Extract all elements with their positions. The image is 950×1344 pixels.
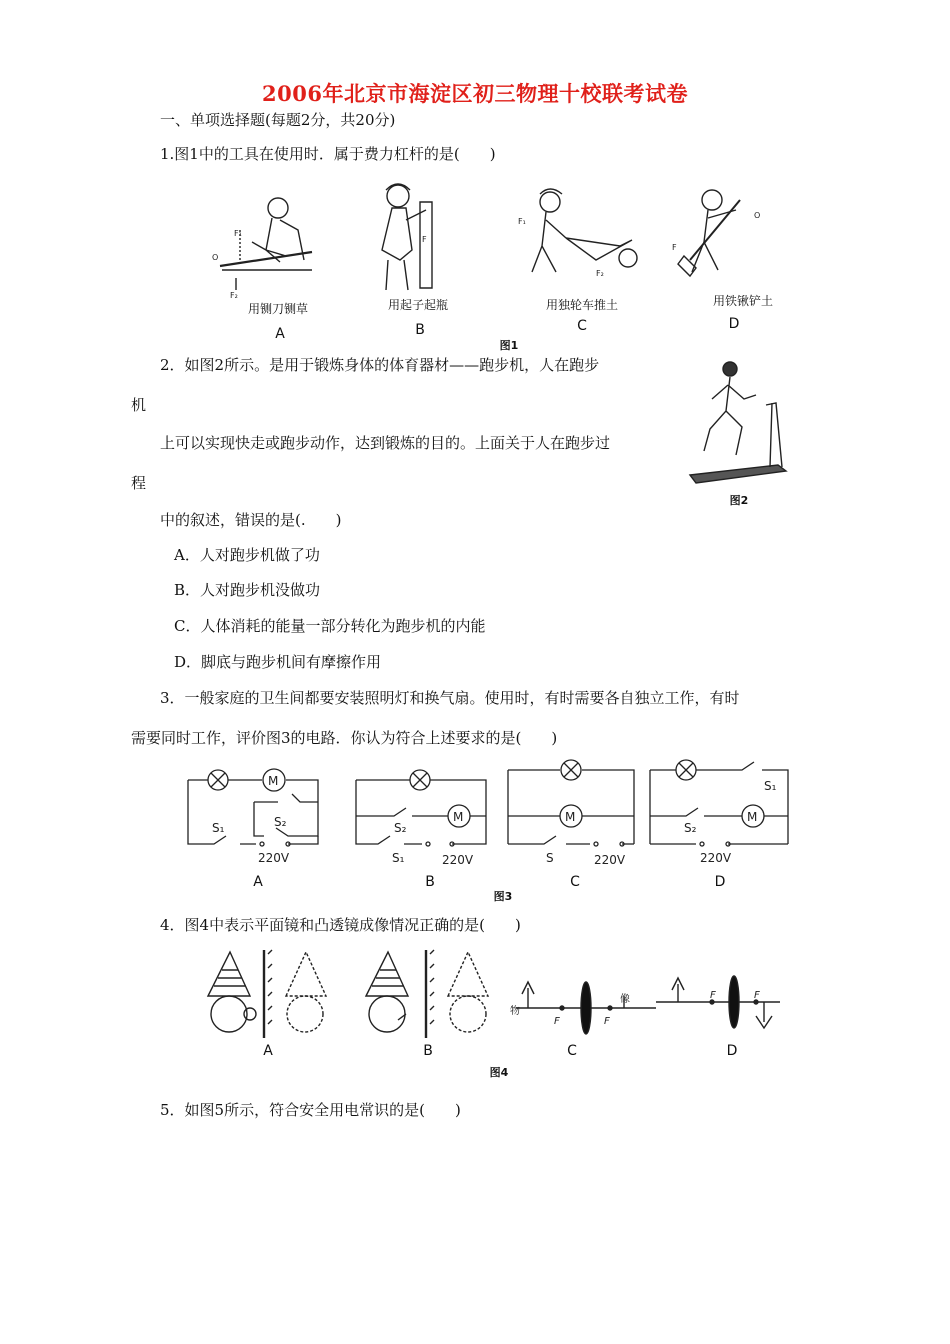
question-5: 5．如图5所示，符合安全用电常识的是( ) — [160, 1101, 461, 1119]
object-label-c: 物 — [510, 1006, 520, 1017]
motor-label-d: M — [747, 810, 758, 824]
letter-1b: B — [415, 322, 425, 338]
svg-text:O: O — [212, 253, 219, 262]
question-2-line3: 上可以实现快走或跑步动作，达到锻炼的目的。上面关于人在跑步过 — [160, 434, 611, 452]
letter-1a: A — [275, 326, 285, 342]
question-3-line1: 3．一般家庭的卫生间都要安装照明灯和换气扇。使用时，有时需要各自独立工作，有时 — [160, 689, 740, 707]
figure-1b-opener — [382, 184, 432, 290]
question-1: 1.图1中的工具在使用时．属于费力杠杆的是( ) — [160, 145, 496, 163]
letter-4b: B — [423, 1043, 433, 1059]
motor-label-b: M — [453, 810, 464, 824]
option-2a: A．人对跑步机做了功 — [174, 546, 320, 564]
lens-c — [516, 982, 656, 1034]
focus-label-c2: F — [604, 1016, 610, 1027]
figure-1-label: 图1 — [499, 339, 519, 352]
figure-2-treadmill — [686, 355, 792, 495]
switch-label-a-s2: S₂ — [274, 815, 287, 829]
figure-2-label: 图2 — [729, 494, 749, 507]
switch-label-d-s2: S₂ — [684, 821, 697, 835]
letter-3c: C — [570, 874, 580, 890]
letter-3a: A — [253, 874, 263, 890]
circuit-b — [356, 770, 486, 846]
switch-label-d-s1: S₁ — [764, 779, 777, 793]
switch-label-b-s2: S₂ — [394, 821, 407, 835]
lens-d — [656, 976, 780, 1028]
voltage-d: 220V — [700, 851, 732, 865]
letter-4c: C — [567, 1043, 577, 1059]
question-2-line2: 机 — [131, 396, 147, 414]
question-2-line4: 程 — [131, 474, 147, 492]
question-3-line2: 需要同时工作，评价图3的电路．你认为符合上述要求的是( ) — [131, 729, 558, 747]
switch-label-b-s1: S₁ — [392, 851, 405, 865]
caption-1b: 用起子起瓶 — [387, 298, 448, 312]
letter-4a: A — [263, 1043, 273, 1059]
figure-1a-chopper — [212, 198, 312, 300]
figure-3-label: 图3 — [493, 890, 513, 903]
mirror-b — [366, 950, 488, 1038]
switch-label-a-s1: S₁ — [212, 821, 225, 835]
circuit-d — [650, 760, 788, 846]
letter-1c: C — [577, 318, 587, 334]
voltage-b: 220V — [442, 853, 474, 867]
option-2c: C．人体消耗的能量一部分转化为跑步机的内能 — [174, 617, 486, 635]
question-2-line5: 中的叙述，错误的是(. ) — [160, 511, 342, 529]
figure-4-label: 图4 — [489, 1066, 509, 1079]
question-4: 4．图4中表示平面镜和凸透镜成像情况正确的是( ) — [160, 916, 521, 934]
svg-text:F₁: F₁ — [234, 229, 242, 238]
figure-1c-wheelbarrow — [518, 189, 637, 278]
figure-1d-shovel — [672, 190, 760, 276]
focus-label-d1: F — [710, 990, 716, 1001]
motor-label-c: M — [565, 810, 576, 824]
caption-1c: 用独轮车推土 — [545, 298, 618, 312]
figure-4 — [198, 948, 788, 1048]
option-2d: D．脚底与跑步机间有摩擦作用 — [174, 653, 382, 671]
svg-text:F₂: F₂ — [230, 291, 238, 300]
figure-1 — [200, 180, 800, 350]
question-2-line1: 2．如图2所示。是用于锻炼身体的体育器材——跑步机，人在跑步 — [160, 356, 600, 374]
switch-label-c-s: S — [546, 851, 554, 865]
letter-3b: B — [425, 874, 435, 890]
voltage-c: 220V — [594, 853, 626, 867]
svg-text:F: F — [422, 235, 427, 244]
circuit-c — [508, 760, 634, 846]
caption-1a: 用铡刀铡草 — [247, 302, 308, 316]
svg-text:F₂: F₂ — [596, 269, 604, 278]
svg-text:F: F — [672, 243, 677, 252]
circuit-a — [188, 769, 318, 846]
figure-3-circuits — [184, 760, 794, 880]
section-heading: 一、单项选择题(每题2分，共20分) — [160, 111, 396, 129]
mirror-a — [208, 950, 326, 1038]
svg-text:O: O — [754, 211, 761, 220]
letter-1d: D — [728, 316, 740, 332]
image-label-c: 像 — [620, 994, 630, 1005]
caption-1d: 用铁锹铲土 — [712, 294, 773, 308]
voltage-a: 220V — [258, 851, 290, 865]
motor-label-a: M — [268, 774, 279, 788]
option-2b: B．人对跑步机没做功 — [174, 581, 321, 599]
page-title: 2006年北京市海淀区初三物理十校联考试卷 — [262, 81, 688, 106]
letter-4d: D — [726, 1043, 738, 1059]
letter-3d: D — [714, 874, 726, 890]
svg-text:F₁: F₁ — [518, 217, 526, 226]
focus-label-d2: F — [754, 990, 760, 1001]
focus-label-c1: F — [554, 1016, 560, 1027]
